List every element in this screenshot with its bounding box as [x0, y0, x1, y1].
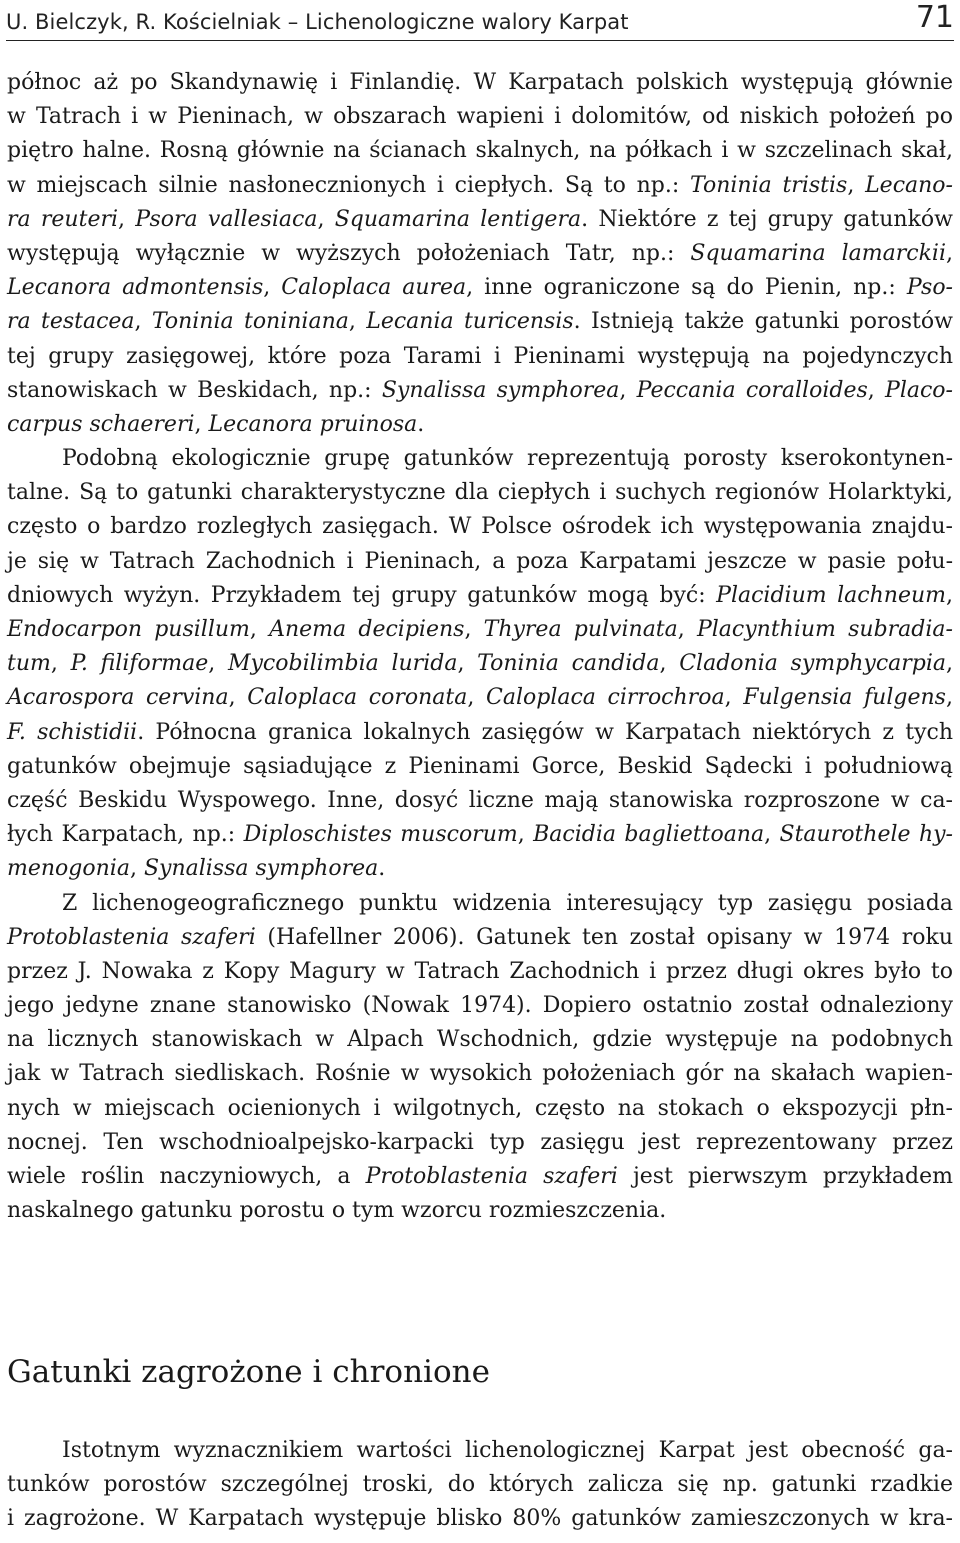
species-name: Bacidia bagliettoana — [533, 822, 765, 848]
paragraph — [7, 887, 953, 1229]
text-run: nocnej. Ten wschodnioalpejsko-karpacki typ zasięgu jest reprezentowany przez — [7, 1129, 953, 1155]
text-line — [7, 203, 953, 237]
species-name: Diploschistes muscorum — [243, 822, 518, 848]
page-header — [6, 0, 954, 41]
species-name: Caloplaca aurea — [281, 275, 467, 301]
text-line — [7, 1057, 953, 1091]
text-run: w miejscach silnie nasłonecznionych i ciepłych. Są to np.: — [7, 172, 690, 198]
text-run: występują wyłącznie w wyższych położeniach Tatr, np.: — [7, 240, 691, 266]
species-name: Fulgensia fulgens — [743, 685, 946, 711]
text-line — [7, 955, 953, 989]
species-name: carpus schaereri — [7, 411, 195, 437]
text-run: , — [228, 685, 248, 711]
text-run: , — [946, 582, 953, 608]
text-line — [7, 1126, 953, 1160]
text-run: , — [619, 377, 637, 403]
text-run: piętro halne. Rosną głównie na ścianach skalnych, na półkach i w szczelinach skał, — [7, 138, 953, 164]
text-line — [7, 1023, 953, 1057]
text-run: naskalnego gatunku porostu o tym wzorcu rozmieszczenia. — [7, 1198, 667, 1224]
text-run: , — [134, 309, 152, 335]
text-run: gatunków obejmuje sąsiadujące z Pieninami Gorce, Beskid Sądecki i południową — [7, 753, 953, 779]
text-line — [7, 613, 953, 647]
text-run: w Tatrach i w Pieninach, w obszarach wapieni i dolomitów, od niskich położeń po — [7, 104, 953, 130]
text-line — [7, 1194, 953, 1228]
text-run: często o bardzo rozległych zasięgach. W Polsce ośrodek ich występowania znajdu- — [7, 514, 953, 540]
text-line — [7, 1092, 953, 1126]
text-line — [7, 1502, 953, 1536]
species-name: Caloplaca coronata — [247, 685, 468, 711]
text-run: . Istnieją także gatunki porostów — [573, 309, 953, 335]
text-run: . — [378, 856, 386, 882]
text-run: północ aż po Skandynawię i Finlandię. W Karpatach polskich występują głównie — [7, 70, 953, 95]
text-run: Istotnym wyznacznikiem wartości lichenologicznej Karpat jest obecność ga- — [62, 1438, 953, 1463]
text-run: tunków porostów szczególnej troski, do których zalicza się np. gatunki rzadkie — [7, 1472, 953, 1498]
text-line — [7, 784, 953, 818]
text-run: dniowych wyżyn. Przykładem tej grupy gatunków mogą być: — [7, 582, 717, 608]
text-line — [7, 852, 953, 886]
text-line — [7, 134, 953, 168]
species-name: tum — [7, 651, 51, 677]
text-line — [7, 1434, 953, 1468]
text-run: , — [118, 206, 136, 232]
species-name: Squamarina lamarckii — [690, 240, 946, 266]
text-line — [7, 716, 953, 750]
species-name: Toninia candida — [477, 651, 660, 677]
species-name: menogonia — [7, 856, 130, 882]
paragraph — [7, 1434, 953, 1537]
text-run: , — [263, 275, 282, 301]
text-run: część Beskidu Wyspowego. Inne, dosyć liczne mają stanowiska rozproszone w ca- — [7, 787, 953, 813]
text-line — [7, 750, 953, 784]
text-line — [7, 887, 953, 921]
species-name: Placidium lachneum — [716, 582, 946, 608]
running-head: U. Bielczyk, R. Kościelniak – Lichenologiczne walory Karpat — [6, 10, 629, 34]
text-run: , — [517, 822, 534, 848]
text-run: talne. Są to gatunki charakterystyczne dla ciepłych i suchych regionów Holarktyki, — [7, 480, 953, 506]
text-run: , — [467, 685, 486, 711]
text-line — [7, 169, 953, 203]
text-run: nych w miejscach ocienionych i wilgotnych, często na stokach o ekspozycji płn- — [7, 1095, 953, 1121]
text-line — [7, 100, 953, 134]
species-name: Pso- — [906, 275, 953, 301]
text-run: , — [764, 822, 780, 848]
species-name: Acarospora cervina — [7, 685, 229, 711]
species-name: Psora vallesiaca — [135, 206, 318, 232]
species-name: Thyrea pulvinata — [483, 617, 678, 642]
text-line — [7, 1468, 953, 1502]
text-line — [7, 545, 953, 579]
text-line — [7, 305, 953, 339]
text-run: , — [50, 651, 71, 677]
text-run: przez J. Nowaka z Kopy Magury w Tatrach Zachodnich i przez długi okres było to — [7, 958, 953, 984]
species-name: Placo- — [885, 377, 953, 403]
species-name: Placynthium subradia- — [696, 617, 953, 642]
species-name: Squamarina lentigera — [334, 206, 582, 232]
text-line — [7, 647, 953, 681]
species-name: Protoblastenia szaferi — [7, 924, 256, 950]
text-run: Z lichenogeograficznego punktu widzenia interesujący typ zasięgu posiada — [62, 890, 953, 916]
text-run: , — [847, 172, 866, 198]
species-name: Lecanora pruinosa — [208, 411, 418, 437]
species-name: Toninia toniniana — [151, 309, 349, 335]
species-name: Endocarpon pusillum — [7, 617, 250, 642]
text-run: . Północna granica lokalnych zasięgów w Karpatach niektórych z tych — [137, 719, 953, 745]
text-line — [7, 989, 953, 1023]
section-body — [7, 1434, 953, 1537]
text-line — [7, 340, 953, 374]
species-name: Lecania turicensis — [366, 309, 574, 335]
page-number: 71 — [915, 0, 954, 35]
text-line — [7, 66, 953, 100]
species-name: Lecanora admontensis — [7, 275, 264, 301]
species-name: Staurothele hy- — [779, 822, 953, 848]
text-line — [7, 510, 953, 544]
species-name: Peccania coralloides — [636, 377, 868, 403]
text-line — [7, 681, 953, 715]
text-run: jak w Tatrach siedliskach. Rośnie w wysokich położeniach gór na skałach wapien- — [7, 1061, 953, 1087]
text-run: , — [317, 206, 335, 232]
text-run: , — [867, 377, 886, 403]
species-name: Lecano- — [865, 172, 953, 198]
text-run: . Niektóre z tej grupy gatunków — [581, 206, 953, 232]
text-run: , — [945, 685, 953, 711]
text-run: , — [946, 651, 954, 677]
text-run: , — [659, 651, 680, 677]
article-body — [7, 66, 953, 1228]
text-line — [7, 1160, 953, 1194]
paragraph — [7, 66, 953, 442]
text-run: , — [724, 685, 744, 711]
species-name: Toninia tristis — [690, 172, 848, 198]
text-run: łych Karpatach, np.: — [7, 822, 244, 848]
text-line — [7, 818, 953, 852]
text-run: , — [457, 651, 478, 677]
text-line — [7, 374, 953, 408]
text-line — [7, 237, 953, 271]
text-run: je się w Tatrach Zachodnich i Pieninach, a poza Karpatami jeszcze w pasie połu- — [7, 548, 953, 574]
text-run: , — [129, 856, 144, 882]
text-run: , — [946, 240, 953, 266]
text-run: . — [417, 411, 425, 437]
text-run: , — [194, 411, 209, 437]
text-run: wiele roślin naczyniowych, a — [7, 1164, 366, 1189]
species-name: Protoblastenia szaferi — [365, 1164, 618, 1189]
text-line — [7, 921, 953, 955]
text-line — [7, 408, 953, 442]
species-name: P. filiformae — [70, 651, 209, 677]
species-name: F. schistidii — [7, 719, 138, 745]
species-name: ra testacea — [7, 309, 135, 335]
text-run: jego jedyne znane stanowisko (Nowak 1974). Dopiero ostatnio został odnaleziony — [7, 993, 953, 1019]
text-line — [7, 442, 953, 476]
species-name: Synalissa symphorea — [381, 377, 620, 403]
text-run: , — [249, 617, 270, 642]
paragraph — [7, 442, 953, 886]
text-run: , — [208, 651, 228, 677]
text-run: , inne ograniczone są do Pienin, np.: — [466, 275, 907, 301]
species-name: Synalissa symphorea — [143, 856, 379, 882]
text-run: jest pierwszym przykładem — [617, 1164, 953, 1189]
text-run: , — [348, 309, 367, 335]
text-run: Podobną ekologicznie grupę gatunków reprezentują porosty kserokontynen- — [62, 446, 953, 472]
species-name: Mycobilimbia lurida — [227, 651, 458, 677]
text-run: i zagrożone. W Karpatach występuje blisko 80% gatunków zamieszczonych w kra- — [7, 1506, 953, 1532]
species-name: Caloplaca cirrochroa — [486, 685, 725, 711]
section-heading: Gatunki zagrożone i chronione — [7, 1354, 490, 1390]
text-run: , — [464, 617, 484, 642]
text-line — [7, 476, 953, 510]
text-run: tej grupy zasięgowej, które poza Tarami i Pieninami występują na pojedynczych — [7, 343, 953, 369]
text-run: stanowiskach w Beskidach, np.: — [7, 377, 382, 403]
text-run: (Hafellner 2006). Gatunek ten został opisany w 1974 roku — [255, 924, 953, 950]
text-run: na licznych stanowiskach w Alpach Wschodnich, gdzie występuje na podobnych — [7, 1027, 953, 1053]
text-line — [7, 579, 953, 613]
species-name: ra reuteri — [7, 206, 119, 232]
species-name: Anema decipiens — [269, 617, 465, 642]
text-line — [7, 271, 953, 305]
species-name: Cladonia symphycarpia — [679, 651, 947, 677]
text-run: , — [677, 617, 697, 642]
